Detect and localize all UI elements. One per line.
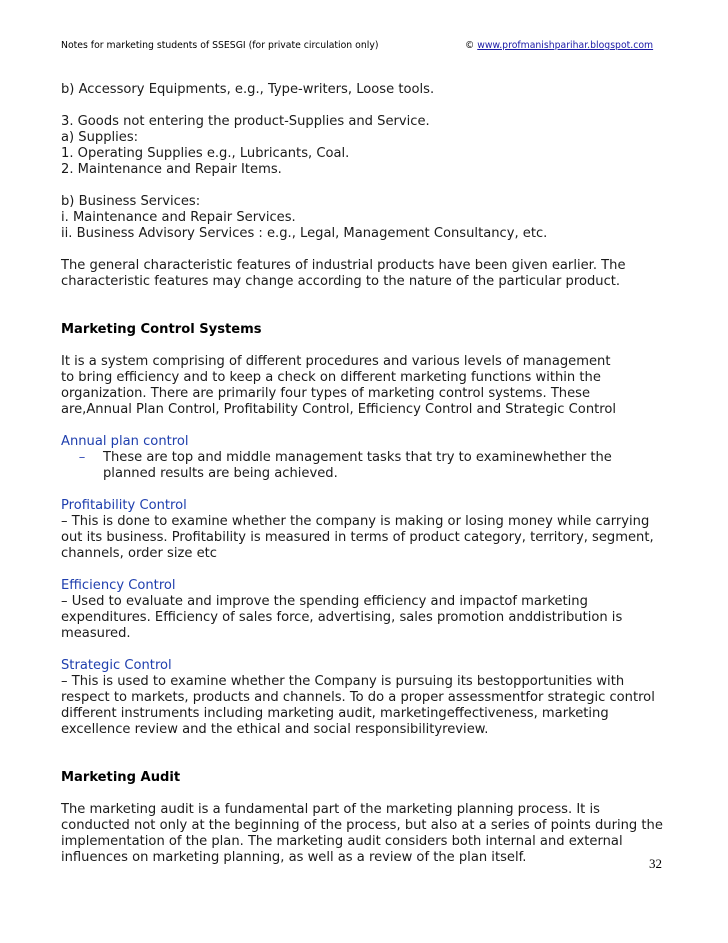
dash-bullet: – (78, 450, 86, 465)
text-line: respect to markets, products and channels. To do a proper assessmentfor strategic control (61, 690, 655, 705)
subheading-annual-plan-control: Annual plan control (61, 434, 189, 449)
text-line: influences on marketing planning, as well as a review of the plan itself. (61, 850, 527, 865)
header-note: Notes for marketing students of SSESGI (for private circulation only) (61, 40, 379, 51)
text-line: – This is used to examine whether the Company is pursuing its bestopportunities with (61, 674, 625, 689)
text-line: different instruments including marketing audit, marketingeffectiveness, marketing (61, 706, 609, 721)
subheading-profitability-control: Profitability Control (61, 498, 187, 513)
bullet-text: planned results are being achieved. (103, 466, 338, 481)
text-line: 2. Maintenance and Repair Items. (61, 162, 282, 177)
text-line: The general characteristic features of industrial products have been given earlier. The (61, 258, 626, 273)
text-line: i. Maintenance and Repair Services. (61, 210, 296, 225)
text-line: measured. (61, 626, 131, 641)
text-line: expenditures. Efficiency of sales force, advertising, sales promotion anddistribution is (61, 610, 623, 625)
subheading-strategic-control: Strategic Control (61, 658, 172, 673)
text-line: excellence review and the ethical and social responsibilityreview. (61, 722, 489, 737)
page-number: 32 (649, 856, 662, 871)
copyright-symbol: © (465, 40, 475, 51)
text-line: b) Business Services: (61, 194, 201, 209)
text-line: a) Supplies: (61, 130, 139, 145)
text-line: It is a system comprising of different procedures and various levels of management (61, 354, 611, 369)
text-line: conducted not only at the beginning of the process, but also at a series of points during the (61, 818, 663, 833)
bullet-item (61, 450, 673, 466)
text-line: 3. Goods not entering the product-Supplies and Service. (61, 114, 430, 129)
header-copyright (465, 40, 653, 51)
text-line: to bring efficiency and to keep a check on different marketing functions within the (61, 370, 601, 385)
text-line: – This is done to examine whether the company is making or losing money while carrying (61, 514, 650, 529)
text-line: are,Annual Plan Control, Profitability Control, Efficiency Control and Strategic Control (61, 402, 616, 417)
text-line: out its business. Profitability is measured in terms of product category, territory, segment, (61, 530, 654, 545)
blog-link[interactable]: www.profmanishparihar.blogspot.com (477, 40, 654, 51)
page-header (61, 40, 667, 51)
document-body (61, 82, 673, 866)
text-line: organization. There are primarily four types of marketing control systems. These (61, 386, 591, 401)
text-line: ii. Business Advisory Services : e.g., Legal, Management Consultancy, etc. (61, 226, 548, 241)
text-line: characteristic features may change according to the nature of the particular product. (61, 274, 621, 289)
text-line: – Used to evaluate and improve the spending efficiency and impactof marketing (61, 594, 588, 609)
text-line: b) Accessory Equipments, e.g., Type-writers, Loose tools. (61, 82, 435, 97)
text-line: 1. Operating Supplies e.g., Lubricants, Coal. (61, 146, 350, 161)
bullet-continuation (61, 466, 673, 482)
section-heading-marketing-audit: Marketing Audit (61, 770, 181, 785)
text-line: The marketing audit is a fundamental part of the marketing planning process. It is (61, 802, 600, 817)
text-line: channels, order size etc (61, 546, 217, 561)
bullet-text: These are top and middle management tasks that try to examinewhether the (103, 450, 612, 465)
section-heading-marketing-control: Marketing Control Systems (61, 322, 262, 337)
text-line: implementation of the plan. The marketing audit considers both internal and external (61, 834, 623, 849)
subheading-efficiency-control: Efficiency Control (61, 578, 176, 593)
